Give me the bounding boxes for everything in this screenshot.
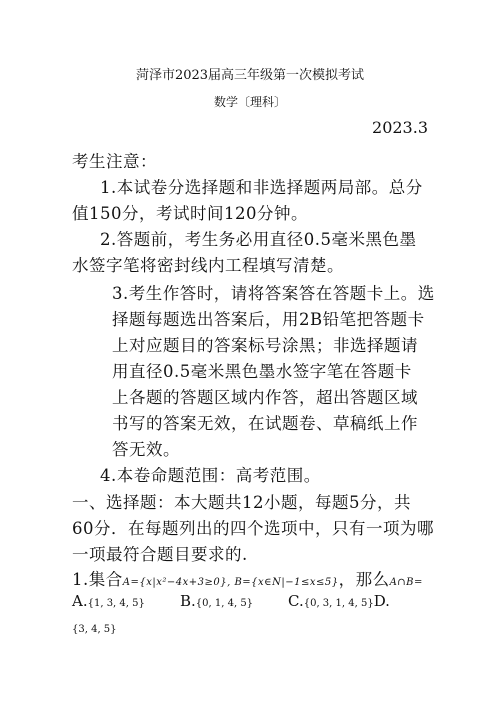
section-line: 一、选择题：本大题共12小题，每题5分，共 — [72, 493, 411, 512]
section-line: 60分．在每题列出的四个选项中，只有一项为哪 — [72, 519, 434, 538]
question-suffix: ，那么 — [338, 570, 390, 589]
notice-line: 上对应题目的答案标号涂黑；非选择题请 — [112, 336, 418, 355]
notice-line: 择题每题选出答案后，用2B铅笔把答题卡 — [112, 310, 425, 329]
exam-subtitle: 数学〔理科〕 — [213, 95, 286, 109]
question-prefix: 1.集合 — [72, 570, 123, 589]
notice-line: 用直径0.5毫米黑色墨水签字笔在答题卡 — [112, 362, 412, 381]
notice-line: 1.本试卷分选择题和非选择题两局部。总分 — [100, 178, 423, 197]
notice-line: 书写的答案无效，在试题卷、草稿纸上作 — [112, 414, 418, 433]
option-d: {3, 4, 5} — [72, 624, 117, 635]
option-a: A.{1, 3, 4, 5} — [72, 592, 145, 610]
option-c: C.{0, 3, 1, 4, 5}D. — [288, 592, 390, 610]
exam-date: 2023.3 — [372, 118, 428, 137]
notice-line: 答无效。 — [112, 440, 180, 459]
notice-line: 2.答题前，考生务必用直径0.5毫米黑色墨 — [100, 230, 417, 249]
notice-line: 水签字笔将密封线内工程填写清楚。 — [72, 256, 344, 275]
intersection-expr: A∩B= — [389, 577, 423, 588]
notice-line: 4.本卷命题范围：高考范围。 — [100, 466, 321, 485]
notice-line: 值150分，考试时间120分钟。 — [72, 204, 308, 223]
question-1 — [72, 566, 423, 590]
set-definition: A={x|x²−4x+3≥0}, B={x∈N|−1≤x≤5} — [122, 577, 339, 588]
notice-heading: 考生注意： — [72, 152, 157, 171]
notice-line: 上各题的答题区域内作答，超出答题区域 — [112, 388, 418, 407]
exam-title: 菏泽市2023届高三年级第一次模拟考试 — [135, 68, 365, 83]
notice-line: 3.考生作答时，请将答案答在答题卡上。选 — [112, 284, 435, 303]
option-b: B.{0, 1, 4, 5} — [180, 592, 254, 610]
section-line: 一项最符合题目要求的. — [72, 545, 248, 564]
